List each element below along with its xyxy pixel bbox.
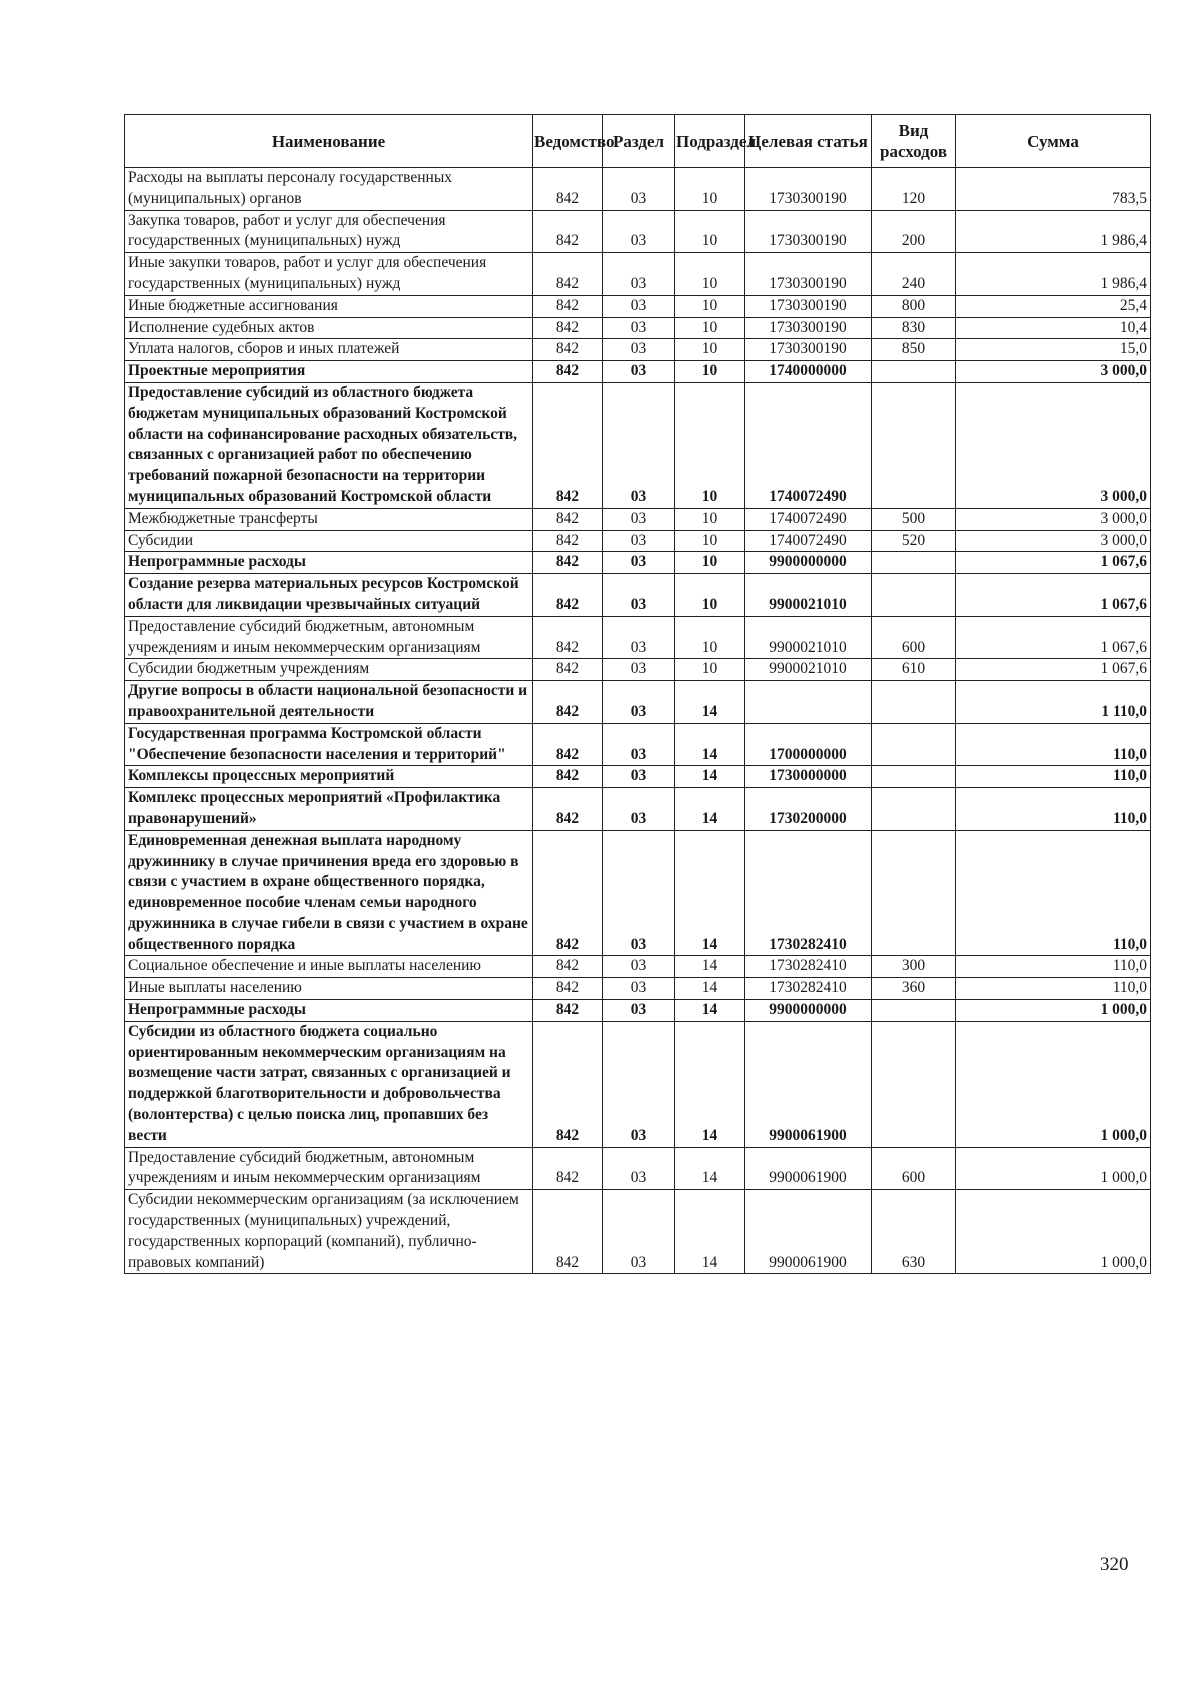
row-exptype: 610 [872, 659, 956, 681]
table-row [125, 1147, 1151, 1190]
row-subsection: 10 [675, 210, 745, 253]
row-dept: 842 [533, 956, 603, 978]
row-sum: 1 110,0 [956, 681, 1151, 724]
row-target: 1730300190 [745, 253, 872, 296]
table-row [125, 681, 1151, 724]
row-subsection: 10 [675, 295, 745, 317]
row-sum: 110,0 [956, 766, 1151, 788]
table-row [125, 552, 1151, 574]
table-row [125, 1021, 1151, 1147]
row-name: Уплата налогов, сборов и иных платежей [125, 339, 533, 361]
row-dept: 842 [533, 552, 603, 574]
row-exptype [872, 788, 956, 831]
table-row [125, 361, 1151, 383]
row-subsection: 14 [675, 1190, 745, 1274]
table-row [125, 382, 1151, 508]
row-section: 03 [603, 723, 675, 766]
row-section: 03 [603, 210, 675, 253]
row-target: 1730200000 [745, 788, 872, 831]
row-subsection: 14 [675, 978, 745, 1000]
row-target: 1730282410 [745, 830, 872, 956]
row-subsection: 10 [675, 361, 745, 383]
row-section: 03 [603, 574, 675, 617]
row-sum: 3 000,0 [956, 508, 1151, 530]
row-dept: 842 [533, 508, 603, 530]
row-exptype [872, 361, 956, 383]
row-subsection: 14 [675, 788, 745, 831]
table-row [125, 830, 1151, 956]
row-dept: 842 [533, 1147, 603, 1190]
row-name: Комплексы процессных мероприятий [125, 766, 533, 788]
row-dept: 842 [533, 978, 603, 1000]
table-row [125, 253, 1151, 296]
table-row [125, 978, 1151, 1000]
row-name: Субсидии бюджетным учреждениям [125, 659, 533, 681]
row-subsection: 10 [675, 552, 745, 574]
row-target: 9900021010 [745, 574, 872, 617]
row-target [745, 681, 872, 724]
row-target: 1730000000 [745, 766, 872, 788]
row-target: 1740072490 [745, 382, 872, 508]
row-subsection: 14 [675, 766, 745, 788]
row-sum: 1 986,4 [956, 253, 1151, 296]
row-sum: 110,0 [956, 788, 1151, 831]
row-name: Расходы на выплаты персоналу государственных (муниципальных) органов [125, 168, 533, 211]
row-name: Иные выплаты населению [125, 978, 533, 1000]
row-target: 9900000000 [745, 552, 872, 574]
table-row [125, 508, 1151, 530]
row-subsection: 10 [675, 530, 745, 552]
row-exptype: 500 [872, 508, 956, 530]
row-section: 03 [603, 530, 675, 552]
row-name: Исполнение судебных актов [125, 317, 533, 339]
row-exptype [872, 552, 956, 574]
row-exptype: 600 [872, 616, 956, 659]
row-section: 03 [603, 1147, 675, 1190]
row-section: 03 [603, 339, 675, 361]
row-exptype: 830 [872, 317, 956, 339]
row-target: 9900061900 [745, 1190, 872, 1274]
row-name: Предоставление субсидий бюджетным, автономным учреждениям и иным некоммерческим организациям [125, 616, 533, 659]
table-body [125, 168, 1151, 1274]
row-subsection: 10 [675, 616, 745, 659]
row-dept: 842 [533, 382, 603, 508]
row-sum: 110,0 [956, 978, 1151, 1000]
header-exptype: Вид расходов [872, 115, 956, 168]
row-sum: 1 067,6 [956, 552, 1151, 574]
row-name: Единовременная денежная выплата народному дружиннику в случае причинения вреда его здоровью в связи с участием в охране общественного порядка, единовременное пособие членам семьи народного дружинника в случае гибели в связи с участием в охране общественного порядка [125, 830, 533, 956]
row-exptype: 850 [872, 339, 956, 361]
row-subsection: 14 [675, 956, 745, 978]
row-subsection: 10 [675, 382, 745, 508]
row-name: Субсидии из областного бюджета социально ориентированным некоммерческим организациям на возмещение части затрат, связанных с организацией и поддержкой благотворительности и добровольчества (волонтерства) с целью поиска лиц, пропавших без вести [125, 1021, 533, 1147]
header-name: Наименование [125, 115, 533, 168]
row-dept: 842 [533, 659, 603, 681]
row-name: Субсидии [125, 530, 533, 552]
table-row [125, 659, 1151, 681]
row-exptype [872, 723, 956, 766]
row-section: 03 [603, 766, 675, 788]
row-sum: 1 067,6 [956, 659, 1151, 681]
row-dept: 842 [533, 830, 603, 956]
table-row [125, 574, 1151, 617]
table-row [125, 210, 1151, 253]
row-section: 03 [603, 830, 675, 956]
row-sum: 3 000,0 [956, 382, 1151, 508]
row-sum: 1 000,0 [956, 1190, 1151, 1274]
row-section: 03 [603, 616, 675, 659]
row-section: 03 [603, 382, 675, 508]
row-subsection: 14 [675, 1000, 745, 1022]
page-number: 320 [1100, 1554, 1129, 1575]
row-dept: 842 [533, 788, 603, 831]
table-row [125, 530, 1151, 552]
row-section: 03 [603, 552, 675, 574]
header-section: Раздел [603, 115, 675, 168]
row-name: Закупка товаров, работ и услуг для обеспечения государственных (муниципальных) нужд [125, 210, 533, 253]
row-name: Предоставление субсидий бюджетным, автономным учреждениям и иным некоммерческим организациям [125, 1147, 533, 1190]
row-dept: 842 [533, 1021, 603, 1147]
row-sum: 10,4 [956, 317, 1151, 339]
row-section: 03 [603, 1021, 675, 1147]
row-target: 1730282410 [745, 978, 872, 1000]
table-row [125, 723, 1151, 766]
row-subsection: 10 [675, 508, 745, 530]
row-name: Иные закупки товаров, работ и услуг для обеспечения государственных (муниципальных) нужд [125, 253, 533, 296]
header-dept: Ведомство [533, 115, 603, 168]
table-row [125, 956, 1151, 978]
table-row [125, 168, 1151, 211]
row-sum: 783,5 [956, 168, 1151, 211]
row-subsection: 14 [675, 830, 745, 956]
row-name: Непрограммные расходы [125, 552, 533, 574]
row-target: 1740000000 [745, 361, 872, 383]
row-dept: 842 [533, 1000, 603, 1022]
row-exptype [872, 681, 956, 724]
row-dept: 842 [533, 723, 603, 766]
header-target: Целевая статья [745, 115, 872, 168]
row-target: 1730282410 [745, 956, 872, 978]
row-exptype [872, 830, 956, 956]
row-subsection: 10 [675, 168, 745, 211]
row-sum: 3 000,0 [956, 361, 1151, 383]
row-exptype: 630 [872, 1190, 956, 1274]
row-target: 1730300190 [745, 339, 872, 361]
row-section: 03 [603, 253, 675, 296]
row-dept: 842 [533, 253, 603, 296]
row-target: 1730300190 [745, 295, 872, 317]
row-sum: 3 000,0 [956, 530, 1151, 552]
row-sum: 1 000,0 [956, 1021, 1151, 1147]
row-target: 9900021010 [745, 616, 872, 659]
row-section: 03 [603, 508, 675, 530]
row-target: 1730300190 [745, 317, 872, 339]
row-section: 03 [603, 168, 675, 211]
table-row [125, 295, 1151, 317]
row-exptype: 360 [872, 978, 956, 1000]
row-name: Создание резерва материальных ресурсов Костромской области для ликвидации чрезвычайных ситуаций [125, 574, 533, 617]
table-row [125, 766, 1151, 788]
row-section: 03 [603, 361, 675, 383]
row-section: 03 [603, 978, 675, 1000]
header-row [125, 115, 1151, 168]
row-section: 03 [603, 317, 675, 339]
row-target: 1730300190 [745, 168, 872, 211]
row-sum: 1 000,0 [956, 1000, 1151, 1022]
row-sum: 110,0 [956, 723, 1151, 766]
row-dept: 842 [533, 574, 603, 617]
row-sum: 1 986,4 [956, 210, 1151, 253]
row-name: Предоставление субсидий из областного бюджета бюджетам муниципальных образований Костромской области на софинансирование расходных обязательств, связанных с организацией работ по обеспечению требований пожарной безопасности на территории муниципальных образований Костромской области [125, 382, 533, 508]
row-name: Государственная программа Костромской области "Обеспечение безопасности населения и территорий" [125, 723, 533, 766]
row-exptype: 600 [872, 1147, 956, 1190]
row-name: Социальное обеспечение и иные выплаты населению [125, 956, 533, 978]
row-exptype: 800 [872, 295, 956, 317]
row-exptype [872, 382, 956, 508]
row-section: 03 [603, 659, 675, 681]
row-subsection: 10 [675, 659, 745, 681]
row-name: Непрограммные расходы [125, 1000, 533, 1022]
row-name: Межбюджетные трансферты [125, 508, 533, 530]
row-dept: 842 [533, 616, 603, 659]
table-row [125, 788, 1151, 831]
row-target: 9900061900 [745, 1147, 872, 1190]
row-dept: 842 [533, 295, 603, 317]
row-sum: 110,0 [956, 830, 1151, 956]
row-sum: 1 000,0 [956, 1147, 1151, 1190]
row-dept: 842 [533, 210, 603, 253]
row-target: 1740072490 [745, 508, 872, 530]
row-subsection: 14 [675, 1021, 745, 1147]
row-section: 03 [603, 681, 675, 724]
row-subsection: 14 [675, 1147, 745, 1190]
row-sum: 1 067,6 [956, 616, 1151, 659]
row-exptype [872, 574, 956, 617]
row-name: Другие вопросы в области национальной безопасности и правоохранительной деятельности [125, 681, 533, 724]
row-exptype [872, 766, 956, 788]
row-target: 9900061900 [745, 1021, 872, 1147]
row-target: 1730300190 [745, 210, 872, 253]
header-subsection: Подраздел [675, 115, 745, 168]
row-target: 9900000000 [745, 1000, 872, 1022]
row-target: 9900021010 [745, 659, 872, 681]
row-dept: 842 [533, 361, 603, 383]
row-subsection: 14 [675, 723, 745, 766]
row-target: 1740072490 [745, 530, 872, 552]
table-row [125, 1190, 1151, 1274]
row-dept: 842 [533, 317, 603, 339]
row-dept: 842 [533, 168, 603, 211]
row-sum: 25,4 [956, 295, 1151, 317]
row-subsection: 14 [675, 681, 745, 724]
row-exptype [872, 1000, 956, 1022]
row-section: 03 [603, 788, 675, 831]
row-target: 1700000000 [745, 723, 872, 766]
row-section: 03 [603, 295, 675, 317]
table-row [125, 1000, 1151, 1022]
row-sum: 15,0 [956, 339, 1151, 361]
row-subsection: 10 [675, 574, 745, 617]
row-exptype [872, 1021, 956, 1147]
row-exptype: 240 [872, 253, 956, 296]
row-exptype: 120 [872, 168, 956, 211]
header-sum: Сумма [956, 115, 1151, 168]
row-section: 03 [603, 1000, 675, 1022]
row-dept: 842 [533, 766, 603, 788]
row-subsection: 10 [675, 317, 745, 339]
row-exptype: 300 [872, 956, 956, 978]
row-name: Проектные мероприятия [125, 361, 533, 383]
row-dept: 842 [533, 1190, 603, 1274]
table-row [125, 317, 1151, 339]
table-row [125, 616, 1151, 659]
row-sum: 1 067,6 [956, 574, 1151, 617]
row-name: Иные бюджетные ассигнования [125, 295, 533, 317]
row-exptype: 520 [872, 530, 956, 552]
row-name: Субсидии некоммерческим организациям (за исключением государственных (муниципальных) учреждений, государственных корпораций (компаний), публично-правовых компаний) [125, 1190, 533, 1274]
row-name: Комплекс процессных мероприятий «Профилактика правонарушений» [125, 788, 533, 831]
table-row [125, 339, 1151, 361]
row-section: 03 [603, 1190, 675, 1274]
row-dept: 842 [533, 339, 603, 361]
row-subsection: 10 [675, 253, 745, 296]
row-dept: 842 [533, 530, 603, 552]
budget-table [124, 114, 1151, 1274]
row-dept: 842 [533, 681, 603, 724]
row-subsection: 10 [675, 339, 745, 361]
row-section: 03 [603, 956, 675, 978]
row-sum: 110,0 [956, 956, 1151, 978]
row-exptype: 200 [872, 210, 956, 253]
